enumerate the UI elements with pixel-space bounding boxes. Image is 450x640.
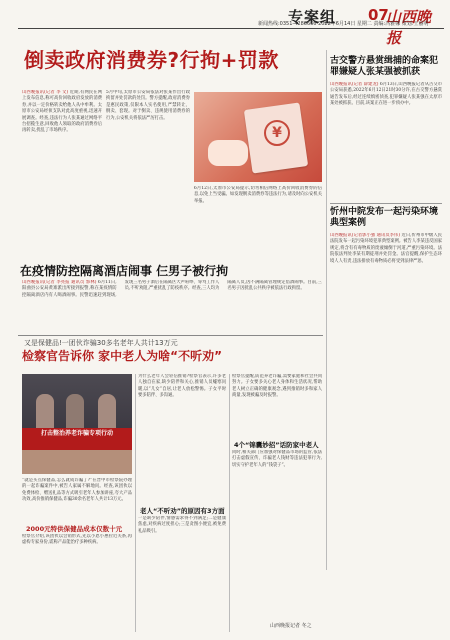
story2-byline: 山西晚报讯(记者 李亮报 通讯员 郭林) xyxy=(22,280,97,285)
photo-floor xyxy=(22,450,132,474)
story3-column-1b xyxy=(22,534,132,630)
photo-banner xyxy=(22,428,132,450)
sidebar xyxy=(330,56,442,603)
sidebar-headline-1: 古交警方悬赏缉捕的命案犯罪嫌疑人张某强被抓获 xyxy=(330,56,439,77)
section-name: 专案组 xyxy=(288,8,337,26)
story2-rule xyxy=(18,335,323,336)
hand-shape xyxy=(208,140,248,166)
story2-text: 6月11日,阳曲县公安局黄寨派出所接到报警,称在某疫情防控隔离酒店内有人喝酒闹事。民警迅速赶到现场,发现三名男子酒后在隔离区大声喧哗、辱骂工作人员,不听劝阻,严重扰乱了防疫秩序。经查,三人均为隔离人员,因不满隔离管理规定借酒闹事。目前,三名男子因扰乱公共秩序被依法行政拘留。 xyxy=(22,280,322,298)
story3-column-4 xyxy=(232,450,322,618)
sidebar-article-1 xyxy=(330,82,442,200)
story3-pretitle: 又是保健品!一团伙诈骗30多名老年人共计13万元 xyxy=(24,339,178,347)
story3-text-1b: 检察官介绍,该团伙以会销形式,先以小恩小惠拉近关系,再虚构专家身份,谎称产品能治疗多种疾病。 xyxy=(22,534,132,546)
story3-column-1 xyxy=(22,478,132,522)
story3-subhead-1: 2000元特供保健品成本仅数十元 xyxy=(26,525,123,533)
story3-footer-byline: 山西晚报记者 冬之 xyxy=(270,623,312,629)
lead-headline: 倒卖政府消费券?行拘+罚款 xyxy=(24,48,279,72)
story3-headline: 检察官告诉你 家中老人为啥“不听劝” xyxy=(22,349,222,363)
story3-text-3: 检察官提醒,防范养老诈骗,需要家庭和社会共同努力。子女要多关心老人身体和生活状况,帮助老人树立正确的健康观念,遇到推销时多和家人商量,发现被骗及时报警。 xyxy=(232,374,322,399)
column-divider xyxy=(135,374,136,632)
lead-column-2 xyxy=(106,90,190,260)
story2-body xyxy=(22,280,322,332)
sidebar-byline-1: 山西晚报讯(记者 薛建龙) xyxy=(330,82,379,87)
story3-text-2: 为什么老年人会轻信推销?检察官表示,许多老人独自在家,缺少陪伴和关心,推销人员嘘寒问暖,以“儿女”自居,让老人放松警惕。子女平时要多陪伴、多沟通。 xyxy=(138,374,226,399)
story3-column-2b xyxy=(138,516,226,630)
story3-column-2 xyxy=(138,374,226,504)
story3-subhead-2: 老人“不听劝”的原因有3方面 xyxy=(140,507,225,515)
sidebar-article-2 xyxy=(330,233,442,603)
story3-column-3 xyxy=(232,374,322,436)
lead-body-1: 近期,有网民在网上发布信息,称可高价回收政府发放的消费券,并以一定价格转卖给他人从中牟利。太原市公安局经侦支队对此高度重视,迅速开展调查。经查,违法行为人张某通过网络平台招揽生意,回收他人领取的政府消费券后再转卖,扰乱了市场秩序。 xyxy=(22,90,102,134)
header-meta-line: 新闻热线:0351-4286666 2022年6月14日 星期二 责编:冯雅娜 策划:王丽明 xyxy=(258,21,429,27)
lead-body-3: 6月12日,太原市公安局提示,切勿相信网络上高价回收消费券的信息,以免上当受骗。如发现倒卖消费券等违法行为,请及时向公安机关举报。 xyxy=(194,186,322,204)
yen-icon: ¥ xyxy=(264,120,290,146)
column-divider xyxy=(229,374,230,632)
sidebar-headline-2: 忻州中院发布一起污染环境典型案例 xyxy=(330,207,439,228)
lead-illustration xyxy=(194,92,322,182)
lead-byline: 山西晚报讯(记者 李 文) xyxy=(22,90,69,95)
story2-headline: 在疫情防控隔离酒店闹事 仨男子被行拘 xyxy=(20,264,229,278)
lead-body-2: 5月中旬,太原市公安局依法对张某作出行政拘留并处罚款的处罚。警方提醒,政府消费券是惠民政策,仅限本人实名使用,严禁转让、倒卖、套现。对于倒卖、违规使用消费券的行为,公安机关将依法严厉打击。 xyxy=(106,90,190,121)
newspaper-logo: 山西晚报 xyxy=(386,8,432,47)
sidebar-byline-2: 山西晚报讯(记者郭小强 通讯员李伟) xyxy=(330,233,401,238)
sidebar-divider xyxy=(326,50,327,570)
story3-text-1: “就是买点保健品,怎么就成诈骗了?”在晋中市检察院办理的一起诈骗案件中,被告人家属不解地问。经查,该团伙以免费体检、赠送礼品等方式吸引老年人参加讲座,夸大产品功效,高价推销保健品,诈骗30余名老年人共计13万元。 xyxy=(22,478,132,503)
header-rule xyxy=(18,28,444,29)
story3-text-2b: 一是缺少陪伴,情感需求得不到满足;二是健康焦虑,对疾病过度担心;三是贪图小便宜,被免费礼品吸引。 xyxy=(138,516,226,534)
sidebar-body-1: 6月13日,山西晚报记者从古交市公安局获悉,2022年6月12日21时30分许,在古交警方悬赏通告发布后,经过连续缜密侦查,犯罪嫌疑人张某强在太原市某处被抓获。目前,该案正在进一步侦办中。 xyxy=(330,82,442,107)
page-number: 07 xyxy=(368,6,389,24)
sidebar-rule xyxy=(330,203,442,204)
story3-text-4: 同时,相关部门应加强对保健品市场的监管,依法打击虚假宣传、诈骗老人钱财等违法犯罪行为,切实守护老年人的“钱袋子”。 xyxy=(232,450,322,468)
story3-subhead-3: 4个“锦囊妙招”话防家中老人 xyxy=(234,441,319,449)
lead-column-3 xyxy=(194,186,322,258)
sidebar-body-2: 近日,忻州市中级人民法院发布一起污染环境犯罪典型案例。被告人李某违反国家规定,将含有有毒物质的废液倾倒于河道,严重污染环境。法院依法判处李某有期徒刑并处罚金。法官提醒,保护生态环境人人有责,违法排放有毒物质必将受到法律严惩。 xyxy=(330,233,442,264)
lead-column-1 xyxy=(22,90,102,260)
story3-photo xyxy=(22,374,132,474)
photo-banner-text: 打击整治养老诈骗专项行动 xyxy=(40,430,113,437)
